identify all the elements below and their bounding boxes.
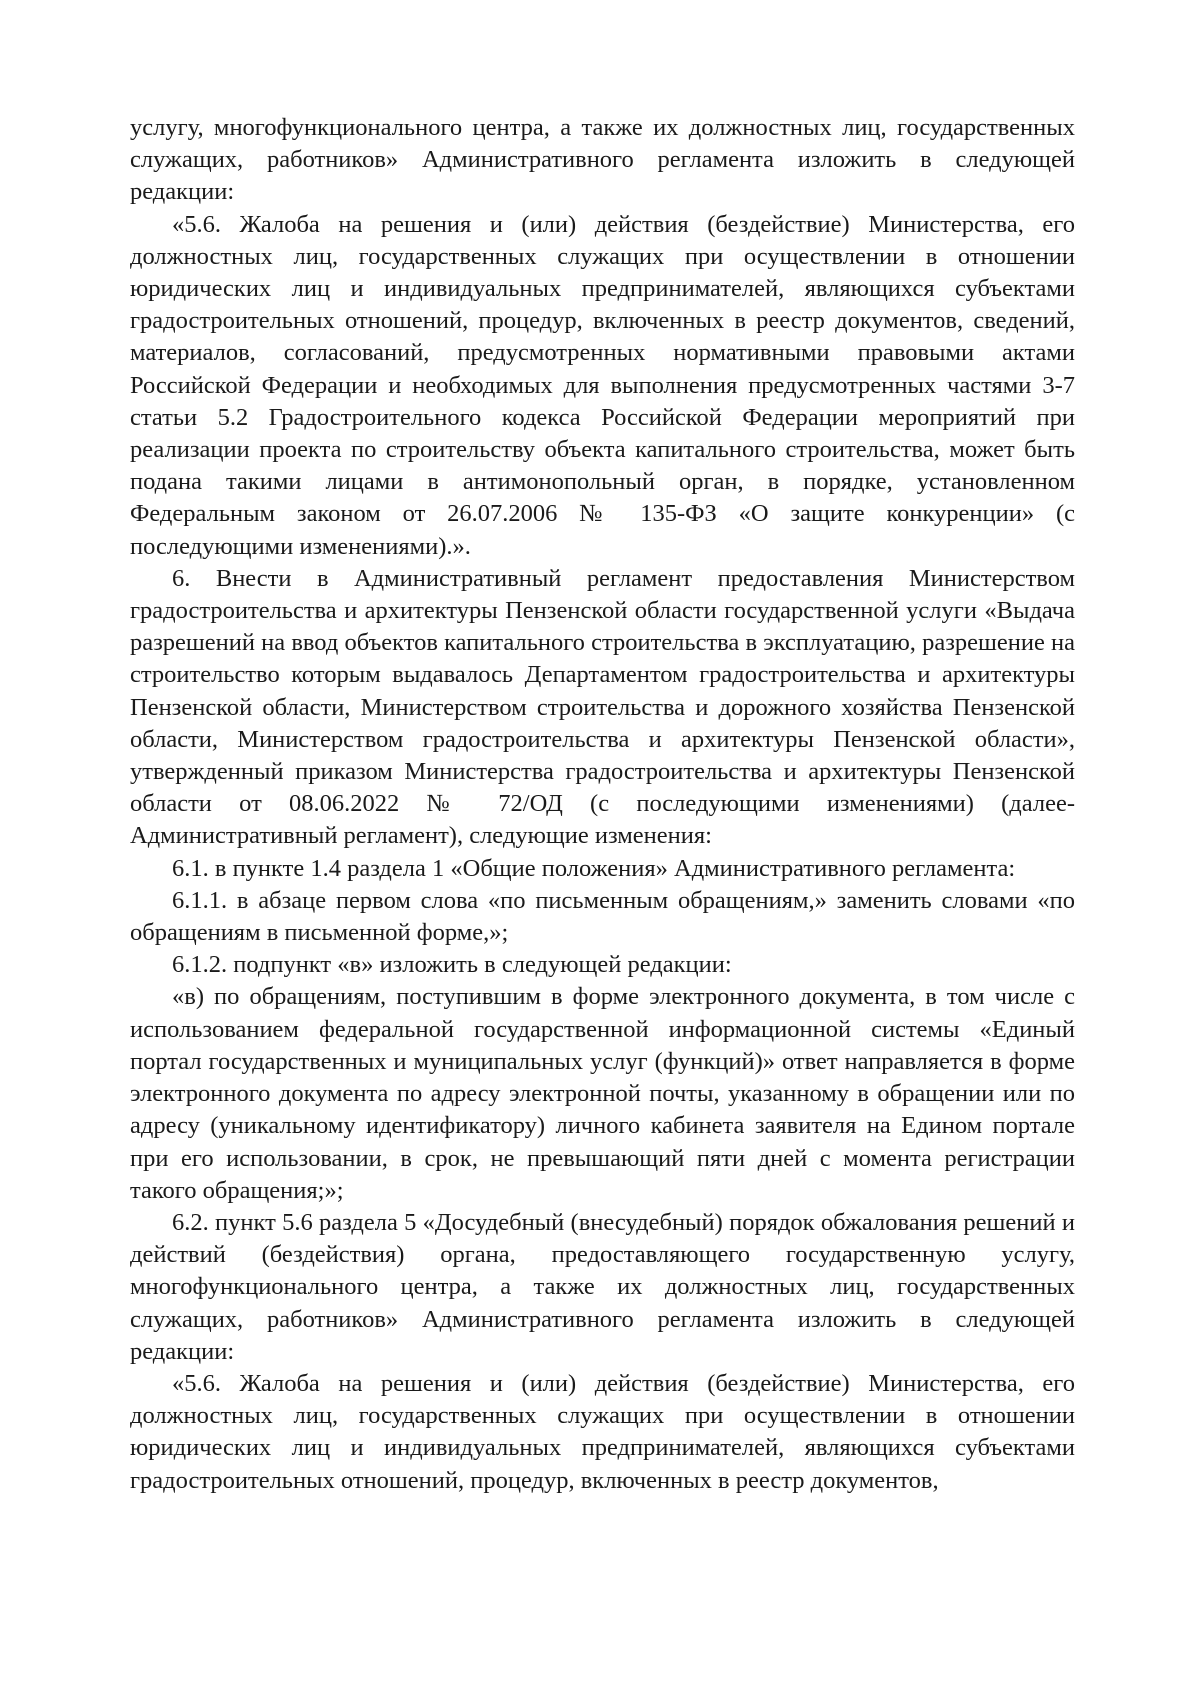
paragraph-item-6: 6. Внести в Административный регламент предоставления Министерством градостроительства и архитектуры Пензенской области государственной услуги «Выдача разрешений на ввод объектов капитального строительства в эксплуатацию, разрешение на строительство которым выдавалось Департаментом градостроительства и архитектуры Пензенской области, Министерством строительства и дорожного хозяйства Пензенской области, Министерством градостроительства и архитектуры Пензенской области», утвержденный приказом Министерства градостроительства и архитектуры Пензенской области от 08.06.2022 № 72/ОД (с последующими изменениями) (далее-Административный регламент), следующие изменения: <box>130 564 1075 850</box>
paragraph-quote-5-6-repeat: «5.6. Жалоба на решения и (или) действия (бездействие) Министерства, его должностных лиц, государственных служащих при осуществлении в отношении юридических лиц и индивидуальных предпринимателей, являющихся субъектами градостроительных отношений, процедур, включенных в реестр документов, <box>130 1369 1075 1494</box>
paragraph-item-6-1: 6.1. в пункте 1.4 раздела 1 «Общие положения» Административного регламента: <box>172 854 1016 882</box>
paragraph-item-6-2: 6.2. пункт 5.6 раздела 5 «Досудебный (внесудебный) порядок обжалования решений и действий (бездействия) органа, предоставляющего государственную услугу, многофункционального центра, а также их должностных лиц, государственных служащих, работников» Административного регламента изложить в следующей редакции: <box>130 1208 1075 1365</box>
document-body <box>130 112 1075 1497</box>
paragraph-quote-5-6: «5.6. Жалоба на решения и (или) действия (бездействие) Министерства, его должностных лиц, государственных служащих при осуществлении в отношении юридических лиц и индивидуальных предпринимателей, являющихся субъектами градостроительных отношений, процедур, включенных в реестр документов, сведений, материалов, согласований, предусмотренных нормативными правовыми актами Российской Федерации и необходимых для выполнения предусмотренных частями 3-7 статьи 5.2 Градостроительного кодекса Российской Федерации мероприятий при реализации проекта по строительству объекта капитального строительства, может быть подана такими лицами в антимонопольный орган, в порядке, установленном Федеральным законом от 26.07.2006 № 135-ФЗ «О защите конкуренции» (с последующими изменениями).». <box>130 210 1075 560</box>
paragraph-quote-v: «в) по обращениям, поступившим в форме электронного документа, в том числе с использованием федеральной государственной информационной системы «Единый портал государственных и муниципальных услуг (функций)» ответ направляется в форме электронного документа по адресу электронной почты, указанному в обращении или по адресу (уникальному идентификатору) личного кабинета заявителя на Едином портале при его использовании, в срок, не превышающий пяти дней с момента регистрации такого обращения;»; <box>130 983 1075 1204</box>
paragraph-item-6-1-2: 6.1.2. подпункт «в» изложить в следующей редакции: <box>172 951 732 979</box>
paragraph-item-6-1-1: 6.1.1. в абзаце первом слова «по письменным обращениям,» заменить словами «по обращениям в письменной форме,»; <box>130 886 1075 947</box>
paragraph-continuation: услугу, многофункционального центра, а также их должностных лиц, государственных служащих, работников» Административного регламента изложить в следующей редакции: <box>130 114 1075 206</box>
